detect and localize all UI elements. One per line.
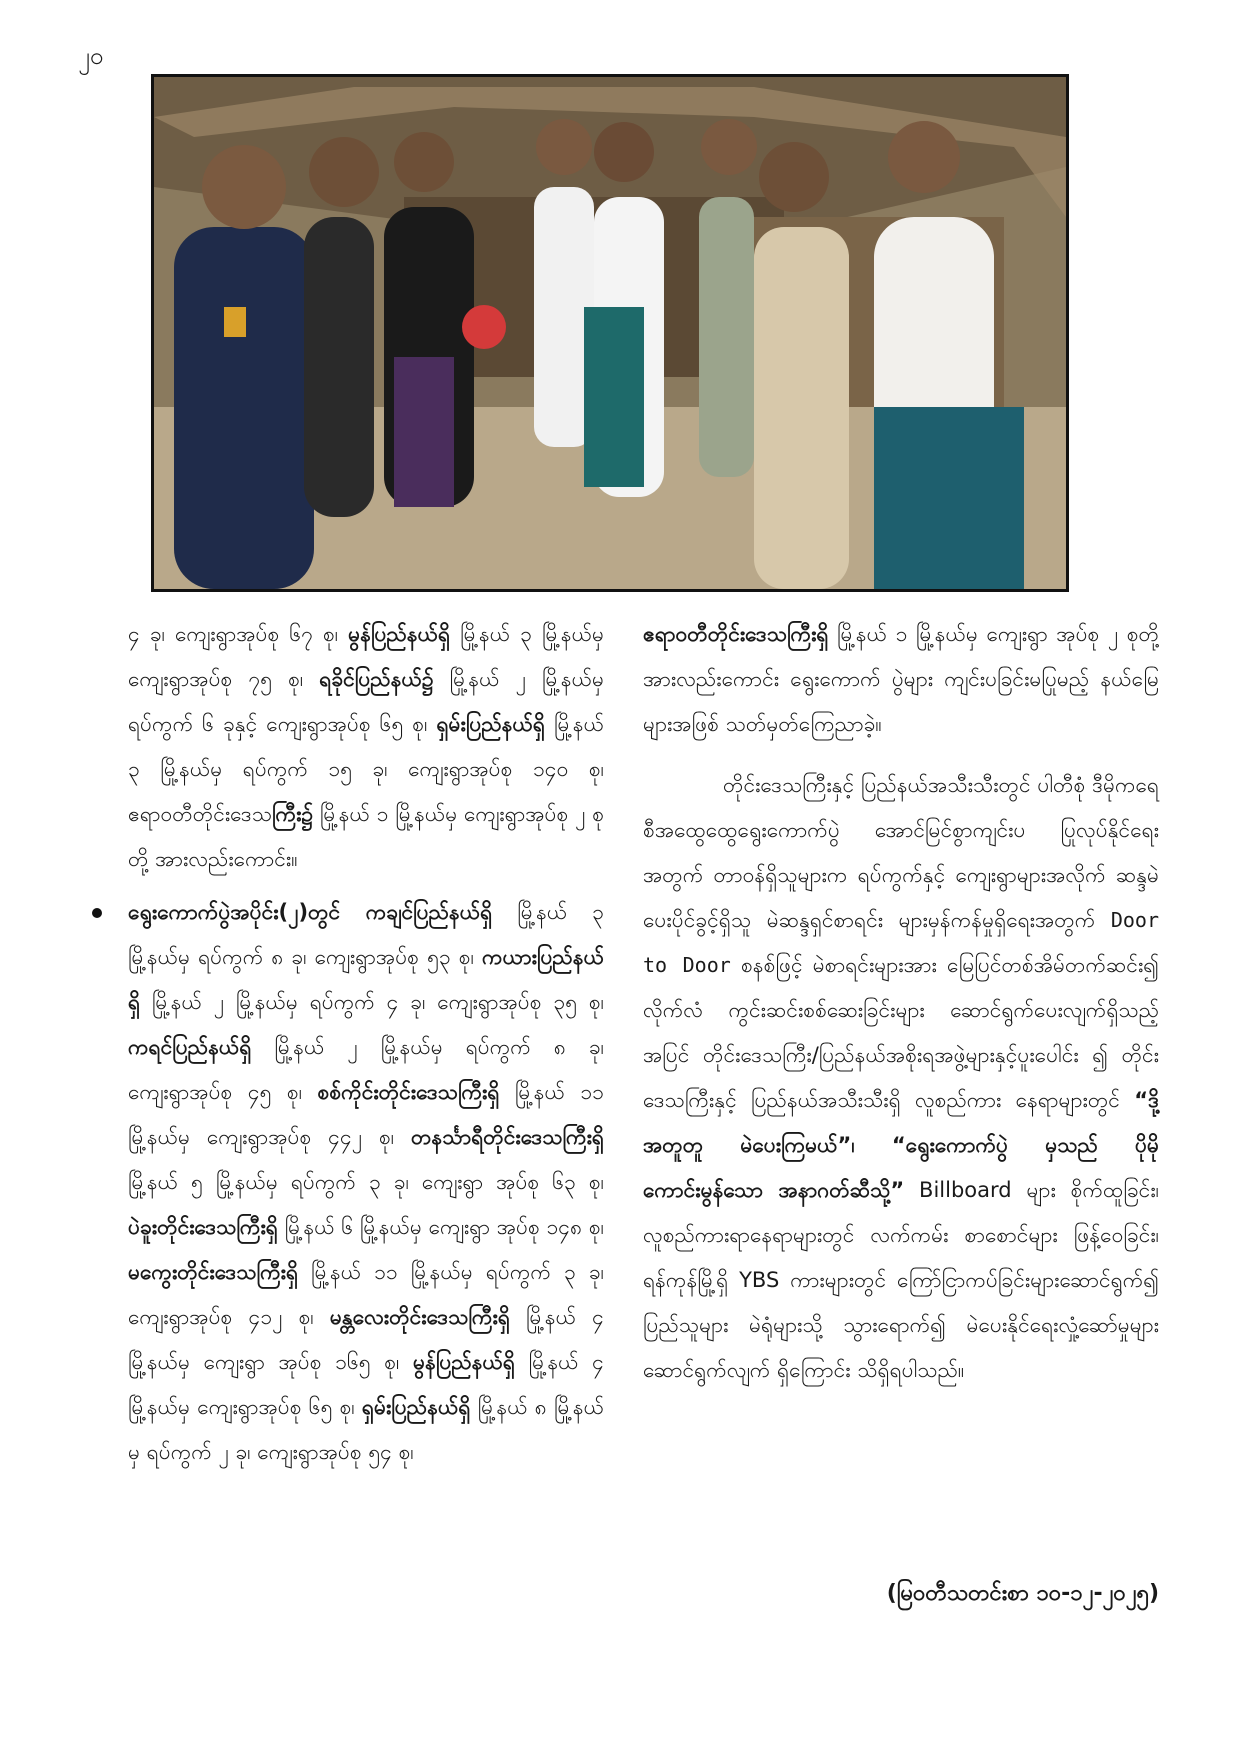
news-photo bbox=[151, 74, 1069, 592]
text-segment: ရခိုင်ပြည်နယ်၌ bbox=[319, 667, 434, 691]
left-paragraph-1 bbox=[128, 612, 604, 882]
left-bullet-paragraph bbox=[128, 890, 604, 1475]
text-segment: ဧရာဝတီတိုင်းဒေသကြီးရှိ bbox=[643, 622, 829, 646]
text-segment: မန္တလေးတိုင်းဒေသကြီးရှိ bbox=[329, 1305, 510, 1329]
text-segment: မွန်ပြည်နယ်ရှိ bbox=[348, 622, 451, 646]
text-segment: မွန်ပြည်နယ်ရှိ bbox=[412, 1350, 515, 1374]
text-segment: မြို့နယ် ၃ မြို့နယ်မှ ကျေးရွာအုပ်စု ၇၅ စု၊ bbox=[128, 622, 604, 691]
source-citation: (မြဝတီသတင်းစာ ၁၀-၁၂-၂၀၂၅) bbox=[886, 1581, 1159, 1606]
text-segment: ရှမ်းပြည်နယ်ရှိ bbox=[361, 1395, 471, 1419]
text-segment: မကွေးတိုင်းဒေသကြီးရှိ bbox=[128, 1260, 299, 1284]
text-segment: Door to Door bbox=[643, 908, 1159, 977]
text-segment: Billboard များ စိုက်ထူခြင်း၊ လူစည်ကားရာနေရာများတွင် လက်ကမ်း စာစောင်များ ဖြန့်ဝေခြင်း၊ ရန်ကုန်မြို့ရှိ YBS ကားများတွင် ကြော်ငြာကပ်ခြင်းများဆောင်ရွက်၍ ပြည်သူများ မဲရုံများသို့ သွားရောက်၍ မဲပေးနိုင်ရေးလှုံ့ဆော်မှုများ ဆောင်ရွက်လျက် ရှိကြောင်း သိရှိရပါသည်။ bbox=[643, 1178, 1159, 1382]
text-segment: မြို့နယ် ၁ မြို့နယ်မှ ကျေးရွာ အုပ်စု ၂ စုတို့အားလည်းကောင်း ရွေးကောက် ပွဲများ ကျင်းပခြင်းမပြုမည့် နယ်မြေများအဖြစ် သတ်မှတ်ကြေညာခဲ့။ bbox=[643, 622, 1159, 736]
text-segment: မြို့နယ် ၁၁ မြို့နယ်မှ ကျေးရွာအုပ်စု ၄၄၂ စု၊ bbox=[128, 1080, 604, 1149]
text-segment: မြို့နယ် ၅ မြို့နယ်မှ ရပ်ကွက် ၃ ခု၊ ကျေးရွာ အုပ်စု ၆၃ စု၊ bbox=[128, 1170, 604, 1194]
text-segment: စနစ်ဖြင့် မဲစာရင်းများအား မြေပြင်တစ်အိမ်တက်ဆင်း၍ လိုက်လံ ကွင်းဆင်းစစ်ဆေးခြင်းများ ဆောင်ရွက်ပေးလျက်ရှိသည့် အပြင် တိုင်းဒေသကြီး/ပြည်နယ်အစိုးရအဖွဲ့များနှင့်ပူးပေါင်း ၍ တိုင်းဒေသကြီးနှင့် ပြည်နယ်အသီးသီးရှိ လူစည်ကား နေရာများတွင် bbox=[643, 953, 1159, 1112]
text-segment: မြို့နယ် ၄ မြို့နယ်မှ ကျေးရွာ အုပ်စု ၁၆၅ စု၊ bbox=[128, 1305, 604, 1374]
text-segment: ကြီး၌ bbox=[272, 802, 314, 826]
text-segment: တနင်္သာရီတိုင်းဒေသကြီးရှိ bbox=[410, 1125, 604, 1149]
text-segment: မြို့နယ် ၈ မြို့နယ်မှ ရပ်ကွက် ၂ ခု၊ ကျေးရွာအုပ်စု ၅၄ စု၊ bbox=[128, 1395, 604, 1464]
text-segment: မြို့နယ် ၂ မြို့နယ်မှ ရပ်ကွက် ၄ ခု၊ ကျေးရွာအုပ်စု ၃၅ စု၊ bbox=[140, 990, 604, 1014]
text-segment: မြို့နယ် ၂ မြို့နယ်မှ ရပ်ကွက် ၈ ခု၊ ကျေးရွာအုပ်စု ၄၅ စု၊ bbox=[128, 1035, 604, 1104]
bullet-icon bbox=[92, 908, 102, 918]
text-segment: မြို့နယ် ၁၁ မြို့နယ်မှ ရပ်ကွက် ၃ ခု၊ ကျေးရွာအုပ်စု ၄၁၂ စု၊ bbox=[128, 1260, 604, 1329]
text-segment: တိုင်းဒေသကြီးနှင့် ပြည်နယ်အသီးသီးတွင် ပါတီစုံ ဒီမိုကရေစီအထွေထွေရွေးကောက်ပွဲ အောင်မြင်စွာကျင်းပ ပြုလုပ်နိုင်ရေးအတွက် တာဝန်ရှိသူများက ရပ်ကွက်နှင့် ကျေးရွာများအလိုက် ဆန္ဒမဲပေးပိုင်ခွင့်ရှိသူ မဲဆန္ဒရှင်စာရင်း များမှန်ကန်မှုရှိရေးအတွက် bbox=[643, 773, 1159, 932]
text-segment: “ဒို့အတူတူ မဲပေးကြမယ်”၊ “ရွေးကောက်ပွဲ မှသည် ပိုမိုကောင်းမွန်သော အနာဂတ်ဆီသို့” bbox=[643, 1088, 1159, 1202]
right-paragraph-1 bbox=[643, 612, 1159, 747]
text-segment: မြို့နယ် ၂ မြို့နယ်မှ ရပ်ကွက် ၆ ခုနှင့် ကျေးရွာအုပ်စု ၆၅ စု၊ bbox=[128, 667, 604, 736]
text-segment: ရွေးကောက်ပွဲအပိုင်း(၂)တွင် ကချင်ပြည်နယ်ရှိ bbox=[128, 900, 493, 924]
text-segment: မြို့နယ် ၆ မြို့နယ်မှ ကျေးရွာ အုပ်စု ၁၄၈ စု၊ bbox=[277, 1215, 604, 1239]
right-paragraph-2 bbox=[643, 763, 1159, 1393]
text-segment: မြို့နယ် ၄ မြို့နယ်မှ ကျေးရွာအုပ်စု ၆၅ စု၊ bbox=[128, 1350, 604, 1419]
text-segment: ၄ ခု၊ ကျေးရွာအုပ်စု ၆၇ စု၊ bbox=[128, 622, 349, 646]
text-segment: မြို့နယ် ၁ မြို့နယ်မှ ကျေးရွာအုပ်စု ၂ စုတို့ အားလည်းကောင်း။ bbox=[128, 802, 604, 871]
text-segment: ပဲခူးတိုင်းဒေသကြီးရှိ bbox=[128, 1215, 278, 1239]
left-column bbox=[128, 612, 604, 1475]
right-column bbox=[643, 612, 1159, 1393]
text-segment: ကရင်ပြည်နယ်ရှိ bbox=[128, 1035, 252, 1059]
text-segment: စစ်ကိုင်းတိုင်းဒေသကြီးရှိ bbox=[317, 1080, 500, 1104]
text-segment: ရှမ်းပြည်နယ်ရှိ bbox=[436, 712, 545, 736]
text-segment: မြို့နယ် ၃ မြို့နယ်မှ ရပ်ကွက် ၈ ခု၊ ကျေးရွာအုပ်စု ၅၃ စု၊ bbox=[128, 900, 604, 969]
page-number: ၂၀ bbox=[78, 42, 104, 70]
text-segment: မြို့နယ် ၃ မြို့နယ်မှ ရပ်ကွက် ၁၅ ခု၊ ကျေးရွာအုပ်စု ၁၄၀ စု၊ ဧရာဝတီတိုင်းဒေသ bbox=[128, 712, 604, 826]
text-segment: ကယားပြည်နယ်ရှိ bbox=[128, 945, 604, 1014]
